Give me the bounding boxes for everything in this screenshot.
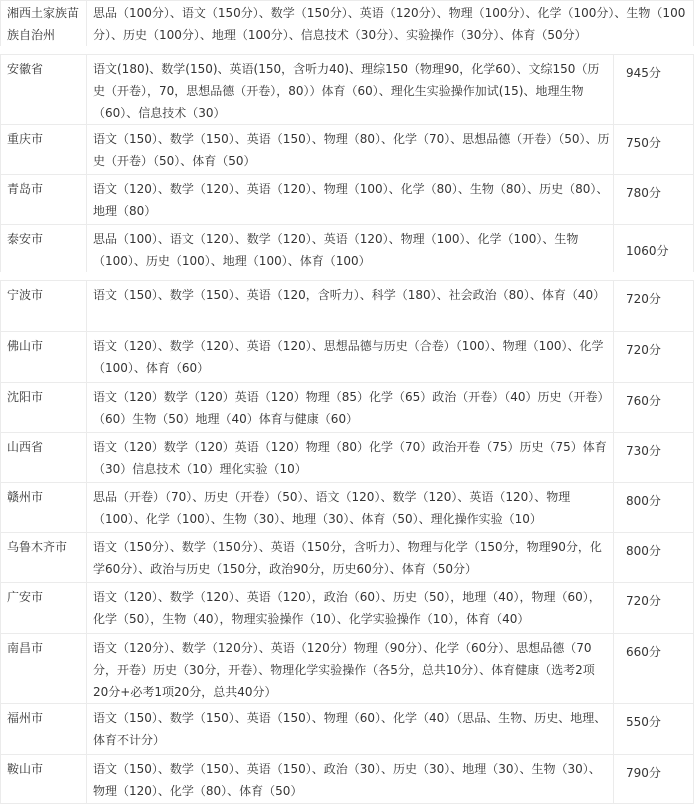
subject-scores: 思品（100分）、语文（150分）、数学（150分）、英语（120分）、物理（100分）、化学（100分）、生物（100分）、历史（100分）、地理（100分）、信息技术（30分）、实验操作（30分）、体育（50分）	[87, 1, 693, 46]
total-score: 945分	[614, 55, 693, 124]
subject-scores: 语文（150）、数学（150）、英语（150）、政治（30）、历史（30）、地理（30）、生物（30）、物理（120）、化学（80）、体育（50）	[87, 755, 613, 803]
region-name: 鞍山市	[1, 755, 86, 803]
subject-scores: 语文（120）数学（120）英语（120）物理（85）化学（65）政治（开卷）（40）历史（开卷）（60）生物（50）地理（40）体育与健康（60）	[87, 383, 613, 432]
total-score: 790分	[614, 755, 693, 803]
table-row	[1, 533, 693, 582]
table-row	[1, 704, 693, 754]
subject-scores: 思品（开卷）（70）、历史（开卷）（50）、语文（120）、数学（120）、英语（120）、物理（100）、化学（100）、生物（30）、地理（30）、体育（50）、理化操作实验（10）	[87, 483, 613, 532]
region-name: 乌鲁木齐市	[1, 533, 86, 582]
region-name: 青岛市	[1, 175, 86, 224]
score-table	[0, 280, 694, 804]
total-score: 550分	[614, 704, 693, 754]
table-row	[1, 583, 693, 633]
total-score: 660分	[614, 634, 693, 703]
subject-scores: 语文（120）、数学（120）、英语（120），政治（60）、历史（50），地理（40），物理（60），化学（50），生物（40），物理实验操作（10）、化学实验操作（10），体育（40）	[87, 583, 613, 633]
region-name: 沈阳市	[1, 383, 86, 432]
table-row	[1, 332, 693, 382]
table-row	[1, 175, 693, 224]
table-row	[1, 383, 693, 432]
table-row	[1, 125, 693, 174]
subject-scores: 语文（120分）、数学（120分）、英语（120分）物理（90分）、化学（60分）、思想品德（70分，开卷）历史（30分，开卷）、物理化学实验操作（各5分，总共10分）、体育健康（选考2项20分+必考1项20分，总共40分）	[87, 634, 613, 703]
table-row	[1, 55, 693, 124]
region-name: 泰安市	[1, 225, 86, 273]
region-name: 重庆市	[1, 125, 86, 174]
table-section-3	[0, 280, 694, 804]
total-score: 720分	[614, 332, 693, 382]
score-table	[0, 0, 694, 47]
total-score: 720分	[614, 281, 693, 331]
table-section-2	[0, 54, 694, 272]
subject-scores: 语文（150分）、数学（150分）、英语（150分，含听力）、物理与化学（150分，物理90分，化学60分）、政治与历史（150分，政治90分，历史60分）、体育（50分）	[87, 533, 613, 582]
subject-scores: 语文（150）、数学（150）、英语（150）、物理（60）、化学（40）（思品、生物、历史、地理、体育不计分）	[87, 704, 613, 754]
subject-scores: 语文（150）、数学（150）、英语（120，含听力）、科学（180）、社会政治（80）、体育（40）	[87, 281, 613, 331]
table-row	[1, 1, 693, 46]
total-score: 780分	[614, 175, 693, 224]
region-name: 广安市	[1, 583, 86, 633]
total-score: 730分	[614, 433, 693, 482]
region-name: 宁波市	[1, 281, 86, 331]
total-score: 720分	[614, 583, 693, 633]
region-name: 南昌市	[1, 634, 86, 703]
region-name: 湘西土家族苗族自治州	[1, 1, 86, 46]
subject-scores: 语文（120）、数学（120）、英语（120）、思想品德与历史（合卷）（100）、物理（100）、化学（100）、体育（60）	[87, 332, 613, 382]
table-row	[1, 433, 693, 482]
total-score: 800分	[614, 483, 693, 532]
region-name: 赣州市	[1, 483, 86, 532]
total-score: 1060分	[614, 225, 693, 273]
region-name: 安徽省	[1, 55, 86, 124]
total-score: 800分	[614, 533, 693, 582]
subject-scores: 语文（150）、数学（150）、英语（150）、物理（80）、化学（70）、思想品德（开卷）（50）、历史（开卷）（50）、体育（50）	[87, 125, 613, 174]
total-score: 750分	[614, 125, 693, 174]
table-row	[1, 483, 693, 532]
subject-scores: 语文（120）、数学（120）、英语（120）、物理（100）、化学（80）、生物（80）、历史（80）、地理（80）	[87, 175, 613, 224]
table-row	[1, 634, 693, 703]
region-name: 佛山市	[1, 332, 86, 382]
table-row	[1, 225, 693, 273]
total-score: 760分	[614, 383, 693, 432]
table-row	[1, 281, 693, 331]
region-name: 福州市	[1, 704, 86, 754]
subject-scores: 思品（100）、语文（120）、数学（120）、英语（120）、物理（100）、化学（100）、生物（100）、历史（100）、地理（100）、体育（100）	[87, 225, 613, 273]
subject-scores: 语文（120）数学（120）英语（120）物理（80）化学（70）政治开卷（75）历史（75）体育（30）信息技术（10）理化实验（10）	[87, 433, 613, 482]
table-row	[1, 755, 693, 803]
table-section-1	[0, 0, 694, 46]
region-name: 山西省	[1, 433, 86, 482]
subject-scores: 语文(180)、数学(150)、英语(150，含听力40)、理综150（物理90，化学60）、文综150（历史（开卷），70，思想品德（开卷），80））体育（60）、理化生实验操作加试(15)、地理生物（60）、信息技术（30）	[87, 55, 613, 124]
score-table	[0, 54, 694, 274]
